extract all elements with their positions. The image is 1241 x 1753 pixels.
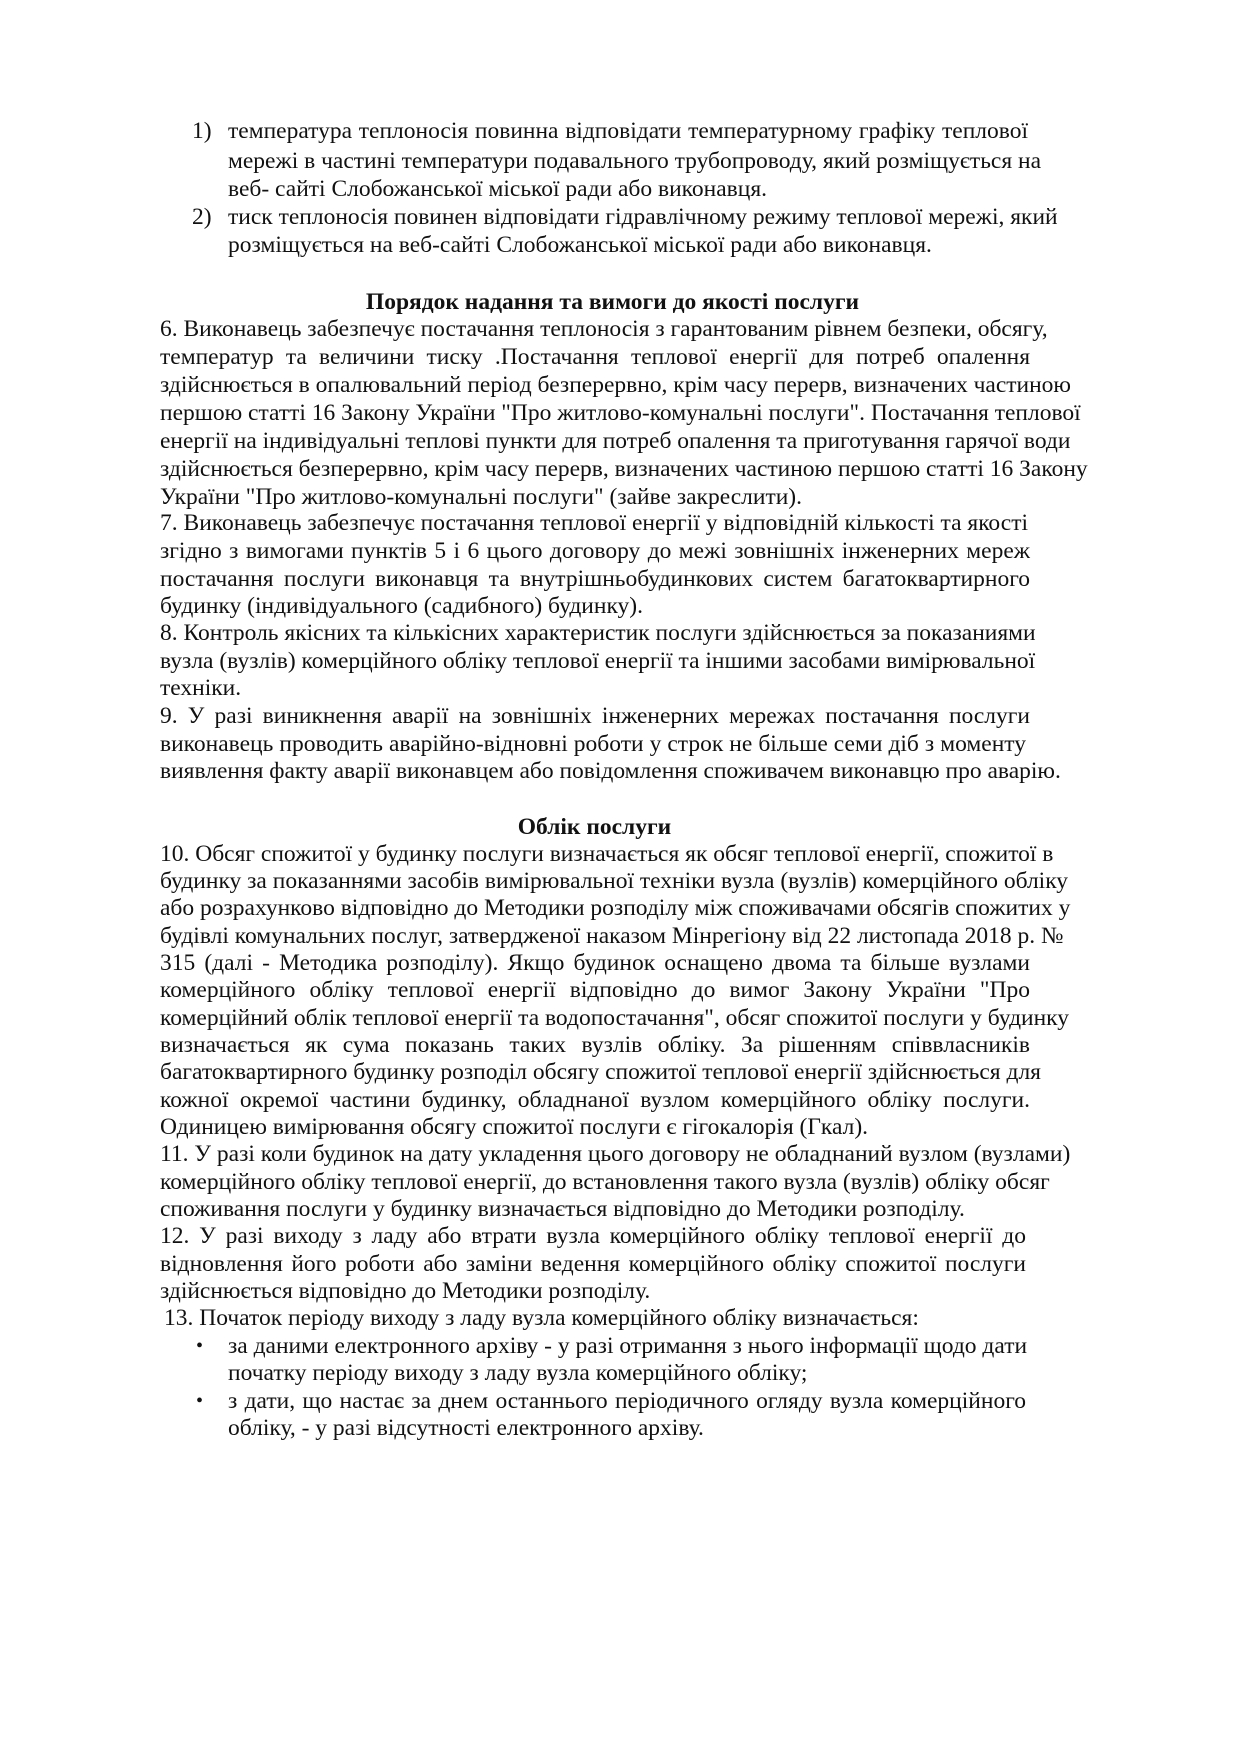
- bullet-line: з дати, що настає за днем останнього періодичного огляду вузла комерційного: [228, 1388, 1026, 1414]
- paragraph-line: комерційного обліку теплової енергії відповідно до вимог Закону України "Про: [160, 977, 1030, 1003]
- paragraph-line: техніки.: [160, 675, 242, 701]
- bullet-line: за даними електронного архіву - у разі отримання з нього інформації щодо дати: [228, 1333, 1028, 1359]
- paragraph-line: здійснюється безперервно, крім часу перерв, визначених частиною першою статті 16 Закону: [160, 456, 1088, 482]
- paragraph-line: вузла (вузлів) комерційного обліку теплової енергії та іншими засобами вимірювальної: [160, 648, 1036, 674]
- paragraph-line: енергії на індивідуальні теплові пункти для потреб опалення та приготування гарячої води: [160, 428, 1071, 454]
- paragraph-line: виконавець проводить аварійно-відновні роботи у строк не більше семи діб з моменту: [160, 731, 1026, 757]
- paragraph-line: 8. Контроль якісних та кількісних характеристик послуги здійснюється за показаниями: [160, 620, 1036, 646]
- list-item-line: температура теплоносія повинна відповідати температурному графіку теплової: [228, 118, 1028, 144]
- paragraph-line: визначається як сума показань таких вузлів обліку. За рішенням співвласників: [160, 1032, 1030, 1058]
- section-heading: Облік послуги: [517, 814, 672, 840]
- paragraph-line: першою статті 16 Закону України "Про житлово-комунальні послуги". Постачання теплової: [160, 400, 1081, 426]
- paragraph-line: кожної окремої частини будинку, обладнаної вузлом комерційного обліку послуги.: [160, 1087, 1030, 1113]
- paragraph-line: будинку за показаннями засобів вимірювальної техніки вузла (вузлів) комерційного обліку: [160, 868, 1069, 894]
- bullet-icon: •: [196, 1335, 204, 1357]
- paragraph-line: здійснюється в опалювальний період безперервно, крім часу перерв, визначених частиною: [160, 372, 1071, 398]
- paragraph-line: 315 (далі - Методика розподілу). Якщо будинок оснащено двома та більше вузлами: [160, 950, 1030, 976]
- paragraph-line: 6. Виконавець забезпечує постачання теплоносія з гарантованим рівнем безпеки, обсягу,: [160, 316, 1048, 342]
- list-marker: 1): [192, 118, 212, 144]
- paragraph-line: 9. У разі виникнення аварії на зовнішніх інженерних мережах постачання послуги: [160, 703, 1030, 729]
- paragraph-line: 7. Виконавець забезпечує постачання теплової енергії у відповідній кількості та якості: [160, 510, 1028, 536]
- paragraph-line: 12. У разі виходу з ладу або втрати вузла комерційного обліку теплової енергії до: [160, 1223, 1026, 1249]
- bullet-line: обліку, - у разі відсутності електронного архіву.: [228, 1415, 704, 1441]
- list-marker: 2): [192, 204, 212, 230]
- paragraph-line: України "Про житлово-комунальні послуги" (зайве закреслити).: [160, 484, 802, 510]
- paragraph-line: будівлі комунальних послуг, затвердженої наказом Мінрегіону від 22 листопада 2018 р. №: [160, 923, 1064, 949]
- list-item-line: розміщується на веб-сайті Слобожанської міської ради або виконавця.: [228, 232, 932, 258]
- paragraph-line: згідно з вимогами пунктів 5 і 6 цього договору до межі зовнішніх інженерних мереж: [160, 538, 1030, 564]
- bullet-icon: •: [196, 1390, 204, 1412]
- paragraph-line: 11. У разі коли будинок на дату укладення цього договору не обладнаний вузлом (вузлами): [160, 1141, 1071, 1167]
- paragraph-line: багатоквартирного будинку розподіл обсягу спожитої теплової енергії здійснюється для: [160, 1059, 1041, 1085]
- paragraph-line: постачання послуги виконавця та внутрішньобудинкових систем багатоквартирного: [160, 566, 1030, 592]
- paragraph-line: споживання послуги у будинку визначається відповідно до Методики розподілу.: [160, 1196, 965, 1222]
- paragraph-line: температур та величини тиску .Постачання теплової енергії для потреб опалення: [160, 344, 1030, 370]
- paragraph-line: 10. Обсяг спожитої у будинку послуги визначається як обсяг теплової енергії, спожитої в: [160, 841, 1054, 867]
- paragraph-line: комерційного обліку теплової енергії, до встановлення такого вузла (вузлів) обліку обсяг: [160, 1169, 1050, 1195]
- paragraph-line: або розрахунково відповідно до Методики розподілу між споживачами обсягів спожитих у: [160, 895, 1071, 921]
- paragraph-line: відновлення його роботи або заміни ведення комерційного обліку спожитої послуги: [160, 1251, 1026, 1277]
- section-heading: Порядок надання та вимоги до якості послуги: [365, 289, 860, 315]
- paragraph-line: комерційний облік теплової енергії та водопостачання", обсяг спожитої послуги у будинку: [160, 1005, 1070, 1031]
- paragraph-line: 13. Початок періоду виходу з ладу вузла комерційного обліку визначається:: [164, 1305, 919, 1331]
- paragraph-line: виявлення факту аварії виконавцем або повідомлення споживачем виконавцю про аварію.: [160, 758, 1061, 784]
- list-item-line: веб- сайті Слобожанської міської ради або виконавця.: [228, 176, 768, 202]
- paragraph-line: Одиницею вимірювання обсягу спожитої послуги є гігокалорія (Гкал).: [160, 1114, 869, 1140]
- list-item-line: тиск теплоносія повинен відповідати гідравлічному режиму теплової мережі, який: [228, 204, 1058, 230]
- paragraph-line: здійснюється відповідно до Методики розподілу.: [160, 1278, 651, 1304]
- bullet-line: початку періоду виходу з ладу вузла комерційного обліку;: [228, 1360, 808, 1386]
- list-item-line: мережі в частині температури подавального трубопроводу, який розміщується на: [228, 148, 1042, 174]
- paragraph-line: будинку (індивідуального (садибного) будинку).: [160, 593, 643, 619]
